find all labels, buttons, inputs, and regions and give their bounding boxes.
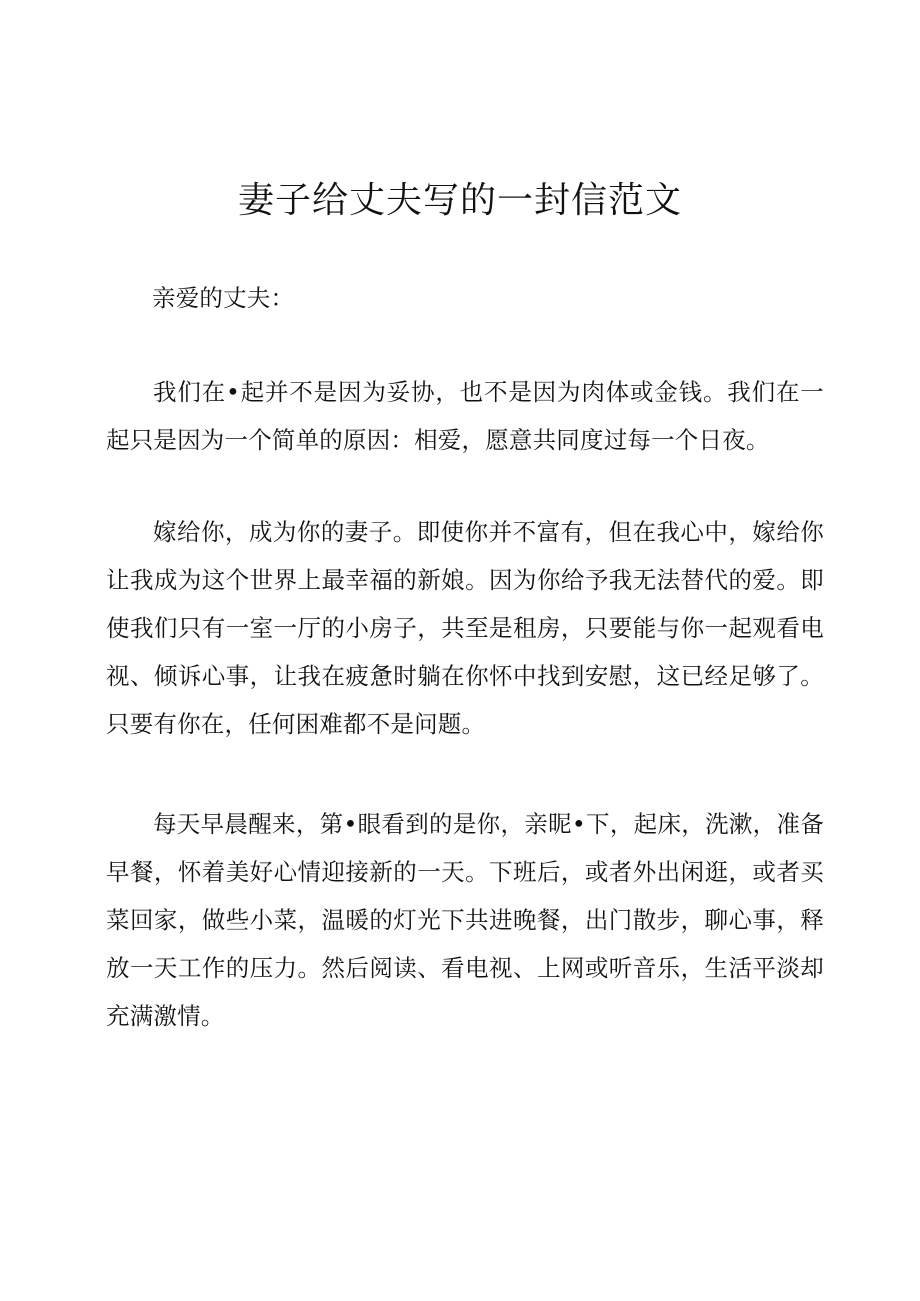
document-title: 妻子给丈夫写的一封信范文 <box>237 180 682 221</box>
paragraph-3: 每天早晨醒来，第•眼看到的是你，亲昵•下，起床，洗漱，准备早餐，怀着美好心情迎接新的一天。下班后，或者外出闲逛，或者买菜回家，做些小菜，温暖的灯光下共进晚餐，出门散步，聊心事，释放一天工作的压力。然后阅读、看电视、上网或听音乐，生活平淡却充满激情。 <box>106 810 824 1030</box>
salutation: 亲爱的丈夫： <box>152 284 295 312</box>
paragraph-1: 我们在•起并不是因为妥协，也不是因为肉体或金钱。我们在一起只是因为一个简单的原因：相爱，愿意共同度过每一个日夜。 <box>106 378 824 454</box>
paragraph-2: 嫁给你，成为你的妻子。即使你并不富有，但在我心中，嫁给你让我成为这个世界上最幸福的新娘。因为你给予我无法替代的爱。即使我们只有一室一厅的小房子，共至是租房，只要能与你一起观看电视、倾诉心事，让我在疲惫时躺在你怀中找到安慰，这已经足够了。只要有你在，任何困难都不是问题。 <box>106 518 824 738</box>
